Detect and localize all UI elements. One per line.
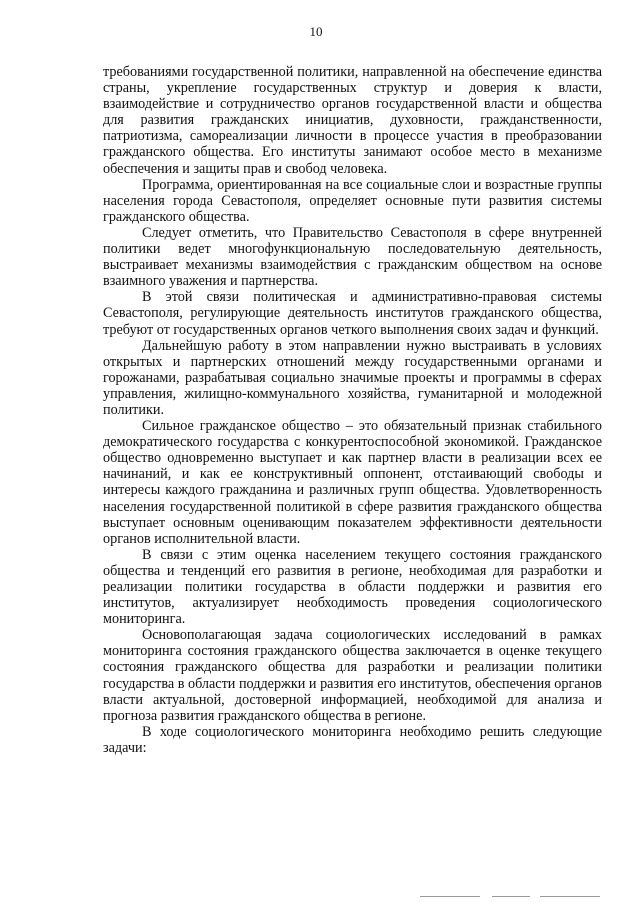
scan-artifact-line	[540, 896, 600, 897]
scan-artifact-line	[420, 896, 480, 897]
scan-artifact-line	[492, 896, 530, 897]
paragraph-9: В ходе социологического мониторинга необходимо решить следующие задачи:	[103, 723, 602, 756]
page-number: 10	[309, 24, 323, 39]
document-body	[103, 64, 602, 756]
paragraph-3: Следует отметить, что Правительство Севастополя в сфере внутренней политики ведет многофункциональную последовательную деятельность, выстраивает механизмы взаимодействия с гражданским обществом на основе взаимного уважения и партнерства.	[103, 224, 602, 290]
paragraph-2: Программа, ориентированная на все социальные слои и возрастные группы населения города Севастополя, определяет основные пути развития системы гражданского общества.	[103, 176, 602, 225]
paragraph-1: требованиями государственной политики, направленной на обеспечение единства страны, укрепление государственных структур и доверия к власти, взаимодействие и сотрудничество органов государственной власти и общества для развития гражданских инициатив, духовности, гражданственности, патриотизма, самореализации личности в процессе участия в преобразовании гражданского общества. Его институты занимают особое место в механизме обеспечения и защиты прав и свобод человека.	[103, 64, 602, 177]
paragraph-5: Дальнейшую работу в этом направлении нужно выстраивать в условиях открытых и партнерских отношений между государственными органами и горожанами, разрабатывая социально значимые проекты и программы в сферах управления, жилищно-коммунального хозяйства, гуманитарной и молодежной политики.	[103, 337, 602, 418]
paragraph-6: Сильное гражданское общество – это обязательный признак стабильного демократического государства с конкурентоспособной экономикой. Гражданское общество одновременно выступает и как партнер власти в реализации всех ее начинаний, и как ее конструктивный оппонент, отстаивающий свободы и интересы каждого гражданина и различных групп общества. Удовлетворенность населения государственной политикой в сфере развития гражданского общества выступает основным оценивающим показателем эффективности деятельности органов исполнительной власти.	[103, 418, 602, 547]
paragraph-4: В этой связи политическая и административно-правовая системы Севастополя, регулирующие деятельность институтов гражданского общества, требуют от государственных органов четкого выполнения своих задач и функций.	[103, 289, 602, 338]
paragraph-7: В связи с этим оценка населением текущего состояния гражданского общества и тенденций его развития в регионе, необходимая для разработки и реализации политики государства в области поддержки и развития его институтов, актуализирует необходимость проведения социологического мониторинга.	[103, 546, 602, 628]
paragraph-8: Основополагающая задача социологических исследований в рамках мониторинга состояния гражданского общества заключается в оценке текущего состояния гражданского общества для разработки и реализации политики государства в области поддержки и развития его институтов, обеспечения органов власти актуальной, достоверной информацией, необходимой для анализа и прогноза развития гражданского общества в регионе.	[103, 627, 602, 724]
